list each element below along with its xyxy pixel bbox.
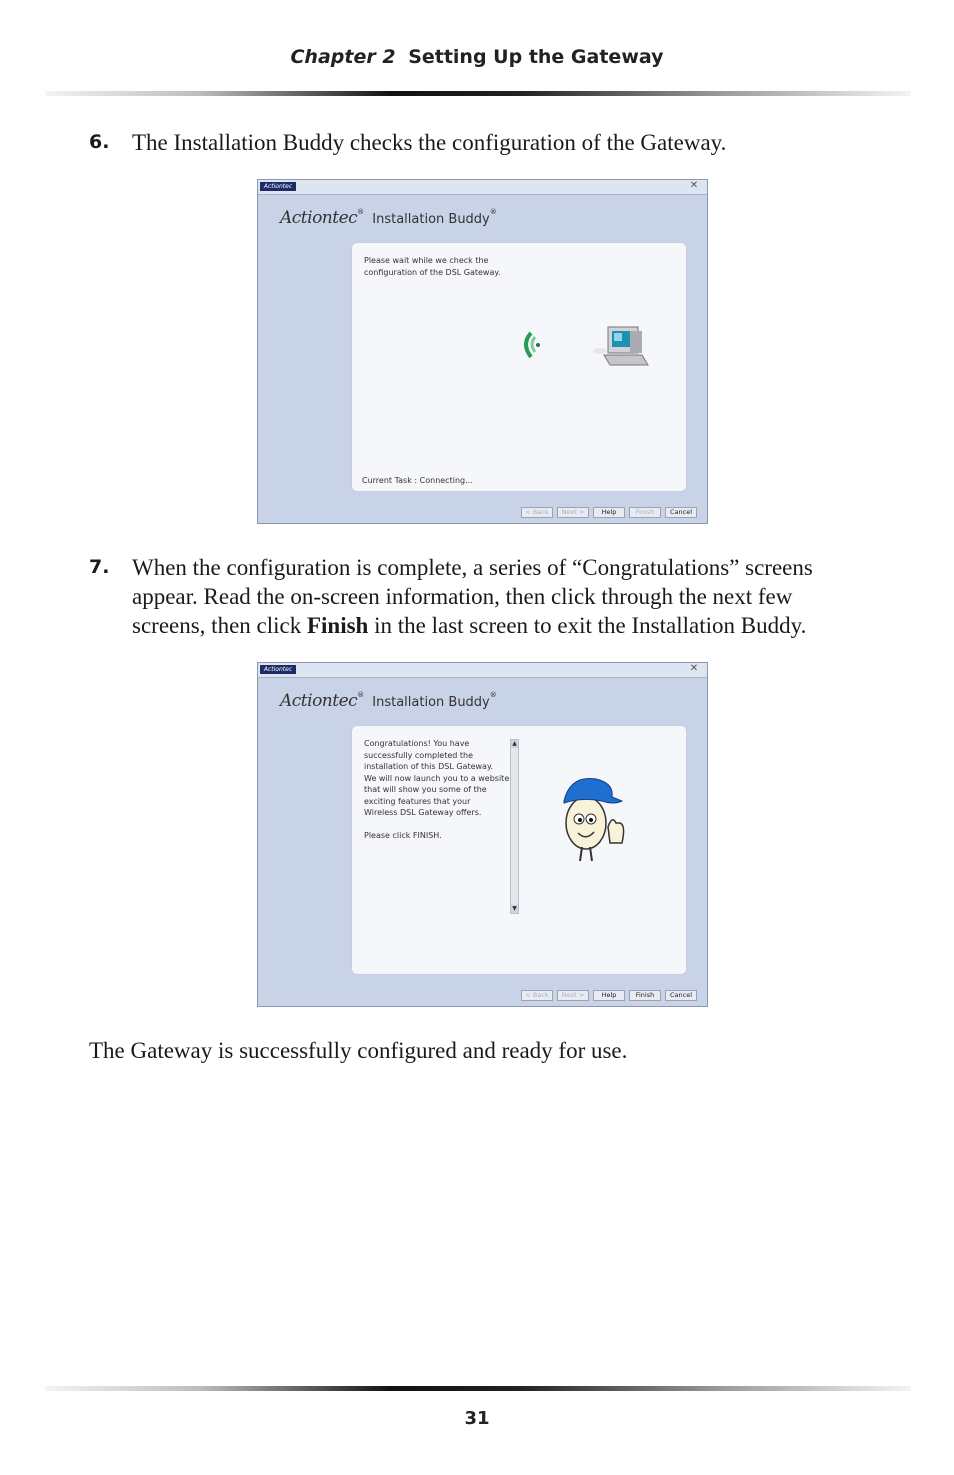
- running-header: [0, 46, 954, 68]
- product-name: Installation Buddy: [372, 695, 490, 710]
- finish-button[interactable]: Finish: [629, 990, 661, 1001]
- cancel-button[interactable]: Cancel: [665, 990, 697, 1001]
- message-scrollbar[interactable]: [510, 739, 519, 914]
- next-button[interactable]: Next >: [557, 507, 589, 518]
- actiontec-logo: Actiontec: [280, 691, 358, 711]
- checking-message: Please wait while we check the configuration of the DSL Gateway.: [364, 256, 501, 277]
- dialog-titlebar: [258, 663, 707, 678]
- dialog-button-row: [521, 507, 697, 518]
- step-text-part: When the configuration is complete, a series of “Congratulations” screens appear. Read the on-screen information, then click through the next few screens, then click: [132, 555, 813, 638]
- installation-buddy-checking-screenshot: [257, 179, 708, 524]
- cancel-button[interactable]: Cancel: [665, 507, 697, 518]
- finish-button[interactable]: Finish: [629, 507, 661, 518]
- actiontec-mini-logo: Actiontec: [260, 665, 296, 674]
- step-text-part: in the last screen to exit the Installation Buddy.: [368, 613, 807, 638]
- current-task-status: Current Task : Connecting...: [362, 476, 473, 485]
- step-number: 6.: [89, 131, 110, 153]
- help-button[interactable]: Help: [593, 507, 625, 518]
- dialog-brand: Actiontec® Installation Buddy®: [280, 208, 497, 228]
- computer-icon: [590, 323, 652, 371]
- dialog-titlebar: [258, 180, 707, 195]
- step-text: The Installation Buddy checks the configuration of the Gateway.: [132, 130, 727, 155]
- section-title: Setting Up the Gateway: [408, 46, 664, 68]
- help-button[interactable]: Help: [593, 990, 625, 1001]
- header-rule: [45, 91, 911, 96]
- step-text: [132, 553, 829, 640]
- footer-rule: [45, 1386, 911, 1391]
- scroll-up-icon[interactable]: ▲: [512, 740, 517, 747]
- product-name: Installation Buddy: [372, 212, 490, 227]
- finish-emphasis: Finish: [306, 613, 369, 638]
- congratulations-message: Congratulations! You have successfully completed the installation of this DSL Gateway. We will now launch you to a website that will show you some of the exciting features that your Wireless DSL Gateway offers. Please click FINISH.: [364, 739, 510, 840]
- installation-buddy-congratulations-screenshot: [257, 662, 708, 1007]
- back-button[interactable]: < Back: [521, 990, 553, 1001]
- scroll-down-icon[interactable]: ▼: [512, 905, 517, 912]
- step-6: [89, 128, 829, 157]
- closing-paragraph: The Gateway is successfully configured and ready for use.: [89, 1038, 628, 1063]
- page-number: 31: [464, 1408, 490, 1429]
- close-icon: ✕: [689, 663, 699, 674]
- buddy-mascot-icon: [556, 771, 636, 863]
- back-button[interactable]: < Back: [521, 507, 553, 518]
- dialog-button-row: [521, 990, 697, 1001]
- dialog-brand: Actiontec® Installation Buddy®: [280, 691, 497, 711]
- step-number: 7.: [89, 556, 110, 578]
- actiontec-logo: Actiontec: [280, 208, 358, 228]
- next-button[interactable]: Next >: [557, 990, 589, 1001]
- actiontec-mini-logo: Actiontec: [260, 182, 296, 191]
- step-7: [89, 553, 829, 640]
- chapter-label: Chapter 2: [290, 46, 396, 68]
- signal-waves-icon: [521, 330, 543, 360]
- close-icon: ✕: [689, 180, 699, 191]
